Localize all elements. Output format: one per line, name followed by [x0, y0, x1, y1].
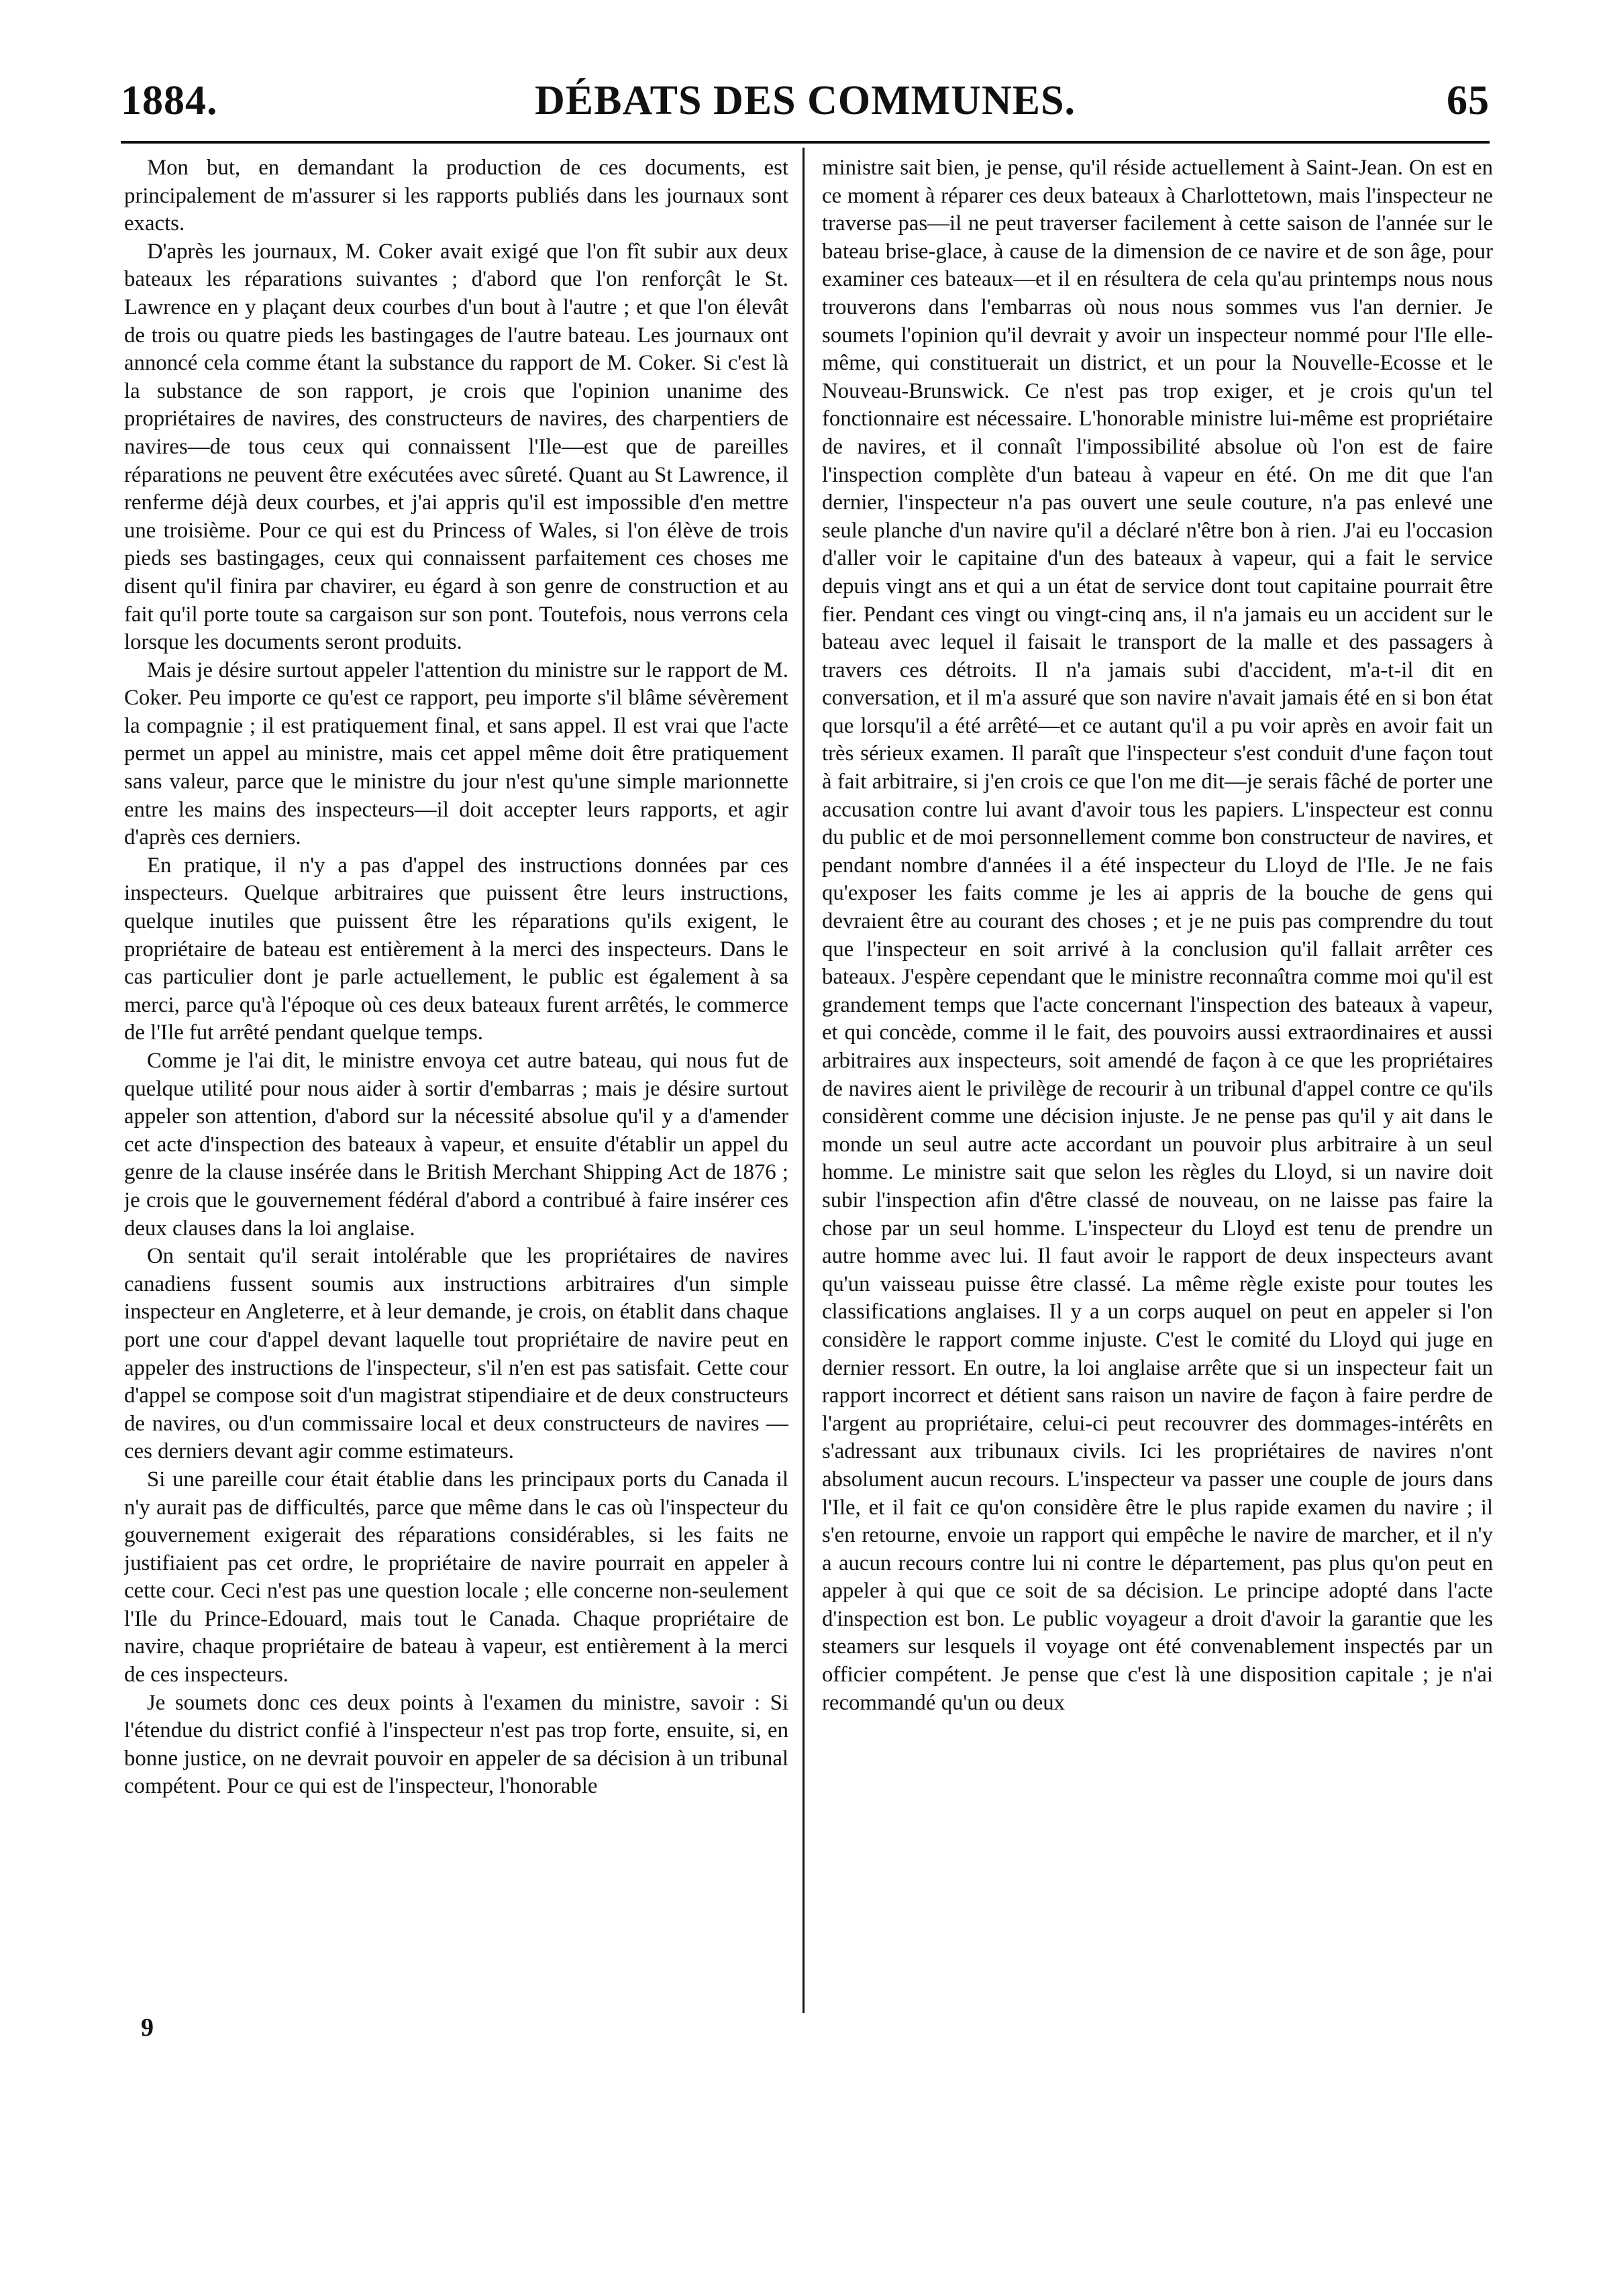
paragraph: En pratique, il n'y a pas d'appel des instructions données par ces inspecteurs. Quelque arbitraires que puissent être leurs instructions, quelque inutiles que puissent être les réparations qu'ils exigent, le propriétaire de bateau est entièrement à la merci des inspecteurs. Dans le cas particulier dont je parle actuellement, le public est également à sa merci, parce qu'à l'époque où ces deux bateaux furent arrêtés, le commerce de l'Ile fut arrêté pendant quelque temps. [124, 853, 788, 1045]
left-column [124, 154, 788, 1993]
header-year: 1884. [121, 78, 218, 123]
paragraph: Mais je désire surtout appeler l'attention du ministre sur le rapport de M. Coker. Peu importe ce qu'est ce rapport, peu importe s'il blâme sévèrement la compagnie ; il est pratiquement final, et sans appel. Il est vrai que l'acte permet un appel au ministre, mais cet appel même doit être pratiquement sans valeur, parce que le ministre du jour n'est qu'une simple marionnette entre les mains des inspecteurs—il doit accepter leurs rapports, et agir d'après ces derniers. [124, 658, 788, 850]
paragraph: Mon but, en demandant la production de ces documents, est principalement de m'assurer si les rapports publiés dans les journaux sont exacts. [124, 156, 788, 236]
paragraph: D'après les journaux, M. Coker avait exigé que l'on fît subir aux deux bateaux les réparations suivantes ; d'abord que l'on renforçât le St. Lawrence en y plaçant deux courbes d'un bout à l'autre ; et que l'on élevât de trois ou quatre pieds les bastingages de l'autre bateau. Les journaux ont annoncé cela comme étant la substance du rapport de M. Coker. Si c'est là la substance de son rapport, je crois que l'opinion unanime des propriétaires de navires, des constructeurs de navires, des charpentiers de navires—de tous ceux qui connaissent l'Ile—est que de pareilles réparations ne peuvent être exécutées avec sûreté. Quant au St Lawrence, il renferme déjà deux courbes, et j'ai appris qu'il est impossible d'en mettre une troisième. Pour ce qui est du Princess of Wales, si l'on élève de trois pieds ses bastingages, ceux qui connaissent parfaitement ces choses me disent qu'il finira par chavirer, eu égard à son genre de construction et au fait qu'il porte toute sa cargaison sur son pont. Toutefois, nous verrons cela lorsque les documents seront produits. [124, 239, 788, 655]
header-rule [121, 141, 1490, 144]
page-number: 65 [1447, 78, 1490, 123]
page-header [121, 67, 1490, 134]
paragraph: Comme je l'ai dit, le ministre envoya cet autre bateau, qui nous fut de quelque utilité pour nous aider à sortir d'embarras ; mais je désire surtout appeler son attention, d'abord sur la nécessité absolue qu'il y a d'amender cet acte d'inspection des bateaux à vapeur, et ensuite d'établir un appel du genre de la clause insérée dans le British Merchant Shipping Act de 1876 ; je crois que le gouvernement fédéral d'abord a contribué à faire insérer ces deux clauses dans la loi anglaise. [124, 1049, 788, 1241]
column-divider [803, 148, 805, 2013]
signature-mark: 9 [141, 2014, 154, 2042]
paragraph-continued: ministre sait bien, je pense, qu'il réside actuellement à Saint-Jean. On est en ce moment à réparer ces deux bateaux à Charlottetown, mais l'inspecteur ne traverse pas—il ne peut traverser facilement à cette saison de l'année sur le bateau brise-glace, à cause de la dimension de ce navire et de son âge, pour examiner ces bateaux—et il en résultera de cela qu'au printemps nous nous trouverons dans l'embarras où nous nous sommes vus l'an dernier. Je soumets l'opinion qu'il devrait y avoir un inspecteur nommé pour l'Ile elle-même, qui constituerait un district, et un pour la Nouvelle-Ecosse et le Nouveau-Brunswick. Ce n'est pas trop exiger, et je crois qu'un tel fonctionnaire est nécessaire. L'honorable ministre lui-même est propriétaire de navires, et il connaît l'impossibilité absolue où l'on est de faire l'inspection complète d'un bateau à vapeur en été. On me dit que l'an dernier, l'inspecteur n'a pas ouvert une seule couture, n'a pas enlevé une seule planche d'un navire qu'il a déclaré n'être bon à rien. J'ai eu l'occasion d'aller voir le capitaine d'un des bateaux à vapeur, qui a fait le service depuis vingt ans et qui a un état de service dont tout capitaine pourrait être fier. Pendant ces vingt ou vingt-cinq ans, il n'a jamais eu un accident sur le bateau avec lequel il faisait le transport de la malle et des passagers à travers ces détroits. Il n'a jamais subi d'accident, m'a-t-il dit en conversation, et il m'a assuré que son navire n'avait jamais été en si bon état que lorsqu'il a été arrêté—et ce autant qu'il a pu voir après en avoir fait un très sérieux examen. Il paraît que l'inspecteur s'est conduit d'une façon tout à fait arbitraire, si j'en crois ce que l'on me dit—je serais fâché de porter une accusation contre lui avant d'avoir tous les papiers. L'inspecteur est connu du public et de moi personnellement comme bon constructeur de navires, et pendant nombre d'années il a été inspecteur du Lloyd de l'Ile. Je ne fais qu'exposer les faits comme je les ai appris de la bouche de gens qui devraient être au courant des choses ; et je ne puis pas comprendre du tout que l'inspecteur en soit arrivé à la conclusion qu'il fallait arrêter ces bateaux. J'espère cependant que le ministre reconnaîtra comme moi qu'il est grandement temps que l'acte concernant l'inspection des bateaux à vapeur, et qui concède, comme il le fait, des pouvoirs aussi extraordinaires et aussi arbitraires aux inspecteurs, soit amendé de façon à ce que les propriétaires de navires aient le privilège de recourir à un tribunal d'appel contre ce qu'ils considèrent comme une décision injuste. Je ne pense pas qu'il y ait dans le monde un seul autre acte accordant un pouvoir plus arbitraire à un seul homme. Le ministre sait que selon les règles du Lloyd, si un navire doit subir l'inspection afin d'être classé de nouveau, on ne laisse pas faire la chose par un seul homme. L'inspecteur du Lloyd est tenu de prendre un autre homme avec lui. Il faut avoir le rapport de deux inspecteurs avant qu'un vaisseau puisse être classé. La même règle existe pour toutes les classifications anglaises. Il y a un corps auquel on peut en appeler si l'on considère le rapport comme injuste. C'est le comité du Lloyd qui juge en dernier ressort. En outre, la loi anglaise arrête que si un inspecteur fait un rapport incorrect et détient sans raison un navire de façon à faire perdre de l'argent au propriétaire, celui-ci peut recouvrer des dommages-intérêts en s'adressant aux tribunaux civils. Ici les propriétaires de navires n'ont absolument aucun recours. L'inspecteur va passer une couple de jours dans l'Ile, et il fait ce qu'on considère être le plus rapide examen du navire ; il s'en retourne, envoie un rapport qui empêche le navire de marcher, et il n'y a aucun recours contre lui ni contre le département, pas plus qu'on peut en appeler à qui que ce soit de sa décision. Le principe adopté dans l'acte d'inspection est bon. Le public voyageur a droit d'avoir la garantie que les steamers sur lesquels il voyage ont été convenablement inspectés par un officier compétent. Je pense que c'est là une disposition capitale ; je n'ai recommandé qu'un ou deux [822, 156, 1493, 1715]
paragraph: On sentait qu'il serait intolérable que les propriétaires de navires canadiens fussent soumis aux instructions arbitraires d'un simple inspecteur en Angleterre, et à leur demande, je crois, on établit dans chaque port une cour d'appel devant laquelle tout propriétaire de navire peut en appeler des instructions de l'inspecteur, s'il n'en est pas satisfait. Cette cour d'appel se compose soit d'un magistrat stipendiaire et de deux constructeurs de navires, ou d'un commissaire local et deux constructeurs de navires —ces derniers devant agir comme estimateurs. [124, 1244, 788, 1464]
publication-title: DÉBATS DES COMMUNES. [534, 78, 1076, 123]
paragraph: Si une pareille cour était établie dans les principaux ports du Canada il n'y aurait pas de difficultés, parce que même dans le cas où l'inspecteur du gouvernement exigerait des réparations considérables, si les faits ne justifiaient pas cet ordre, le propriétaire de navire pourrait en appeler à cette cour. Ceci n'est pas une question locale ; elle concerne non-seulement l'Ile du Prince-Edouard, mais tout le Canada. Chaque propriétaire de navire, chaque propriétaire de bateau à vapeur, est entièrement à la merci de ces inspecteurs. [124, 1467, 788, 1687]
right-column [822, 154, 1493, 1993]
paragraph: Je soumets donc ces deux points à l'examen du ministre, savoir : Si l'étendue du district confié à l'inspecteur n'est pas trop forte, ensuite, si, en bonne justice, on ne devrait pouvoir en appeler de sa décision à un tribunal compétent. Pour ce qui est de l'inspecteur, l'honorable [124, 1690, 788, 1799]
